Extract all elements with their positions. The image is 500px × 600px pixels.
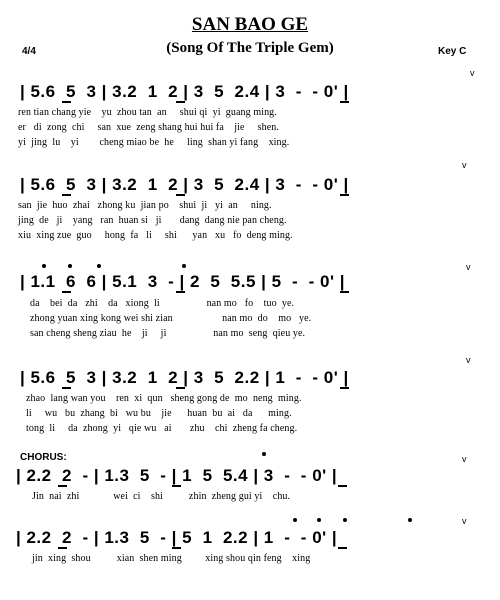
high-octave-dot bbox=[293, 518, 297, 522]
key-signature: Key C bbox=[438, 46, 467, 57]
underline-mark bbox=[340, 101, 349, 103]
breath-mark-5: v bbox=[462, 454, 467, 464]
lyric-line-1-1: ren tian chang yie yu zhou tan an shui qi yi guang ming. bbox=[18, 107, 277, 118]
underline-mark bbox=[62, 291, 71, 293]
underline-mark bbox=[58, 485, 67, 487]
lyric-line-3-3: san cheng sheng ziau he ji ji nan mo seng qieu ye. bbox=[30, 328, 306, 339]
breath-mark-6: v bbox=[462, 516, 467, 526]
time-signature: 4/4 bbox=[22, 46, 36, 57]
notation-line-6: | 2.2 2 - | 1.3 5 - | 5 1 2.2 | 1 - - 0' | bbox=[16, 528, 338, 547]
underline-mark bbox=[338, 485, 347, 487]
breath-mark-2: v bbox=[462, 160, 467, 170]
lyric-line-4-2: li wu bu zhang bi wu bu jie huan bu ai da ming. bbox=[26, 408, 292, 419]
underline-mark bbox=[176, 387, 185, 389]
notation-line-3: | 1.1 6 6 | 5.1 3 - | 2 5 5.5 | 5 - - 0' | bbox=[20, 272, 345, 291]
underline-mark bbox=[62, 101, 71, 103]
lyric-line-3-1: da bei da zhi da xiong li nan mo fo tuo ye. bbox=[30, 298, 295, 309]
breath-mark-4: v bbox=[466, 355, 471, 365]
song-subtitle: (Song Of The Triple Gem) bbox=[166, 40, 334, 56]
lyric-line-1-3: yi jing lu yi cheng miao be he ling shan yi fang xing. bbox=[18, 137, 290, 148]
lyric-line-2-3: xiu xing zue guo hong fa li shi yan xu fo deng ming. bbox=[18, 230, 293, 241]
underline-mark bbox=[62, 194, 71, 196]
high-octave-dot bbox=[68, 264, 72, 268]
high-octave-dot bbox=[262, 452, 266, 456]
underline-mark bbox=[172, 547, 181, 549]
lyric-line-2-2: jing de ji yang ran huan si ji dang dang nie pan cheng. bbox=[18, 215, 287, 226]
high-octave-dot bbox=[317, 518, 321, 522]
underline-mark bbox=[338, 547, 347, 549]
high-octave-dot bbox=[343, 518, 347, 522]
high-octave-dot bbox=[97, 264, 101, 268]
breath-mark-1: v bbox=[470, 68, 475, 78]
high-octave-dot bbox=[42, 264, 46, 268]
notation-line-4: | 5.6 5 3 | 3.2 1 2 | 3 5 2.2 | 1 - - 0' | bbox=[20, 368, 349, 387]
notation-line-5: | 2.2 2 - | 1.3 5 - | 1 5 5.4 | 3 - - 0' | bbox=[16, 466, 338, 485]
underline-mark bbox=[176, 194, 185, 196]
lyric-line-1-2: er di zong chi san xue zeng shang hui hui fa jie shen. bbox=[18, 122, 279, 133]
underline-mark bbox=[340, 291, 349, 293]
underline-mark bbox=[340, 194, 349, 196]
notation-line-2: | 5.6 5 3 | 3.2 1 2 | 3 5 2.4 | 3 - - 0' | bbox=[20, 175, 349, 194]
underline-mark bbox=[62, 387, 71, 389]
song-title: SAN BAO GE bbox=[191, 14, 309, 35]
underline-mark bbox=[172, 485, 181, 487]
high-octave-dot bbox=[182, 264, 186, 268]
lyric-line-2-1: san jie huo zhai zhong ku jian po shui ji yi an ning. bbox=[18, 200, 272, 211]
notation-line-1: | 5.6 5 3 | 3.2 1 2 | 3 5 2.4 | 3 - - 0' | bbox=[20, 82, 349, 101]
underline-mark bbox=[176, 101, 185, 103]
underline-mark bbox=[58, 547, 67, 549]
chorus-label: CHORUS: bbox=[20, 452, 67, 463]
lyric-line-4-1: zhao lang wan you ren xi qun sheng gong de mo neng ming. bbox=[26, 393, 302, 404]
underline-mark bbox=[176, 291, 185, 293]
lyric-line-5-1: Jin nai zhi wei ci shi zhin zheng gui yi chu. bbox=[32, 491, 291, 502]
breath-mark-3: v bbox=[466, 262, 471, 272]
lyric-line-6-1: jin xing shou xian shen ming xing shou qin feng xing bbox=[32, 553, 311, 564]
lyric-line-4-3: tong li da zhong yi qie wu ai zhu chi zheng fa cheng. bbox=[26, 423, 298, 434]
high-octave-dot bbox=[408, 518, 412, 522]
underline-mark bbox=[340, 387, 349, 389]
lyric-line-3-2: zhong yuan xing kong wei shi zian nan mo do mo ye. bbox=[30, 313, 312, 324]
